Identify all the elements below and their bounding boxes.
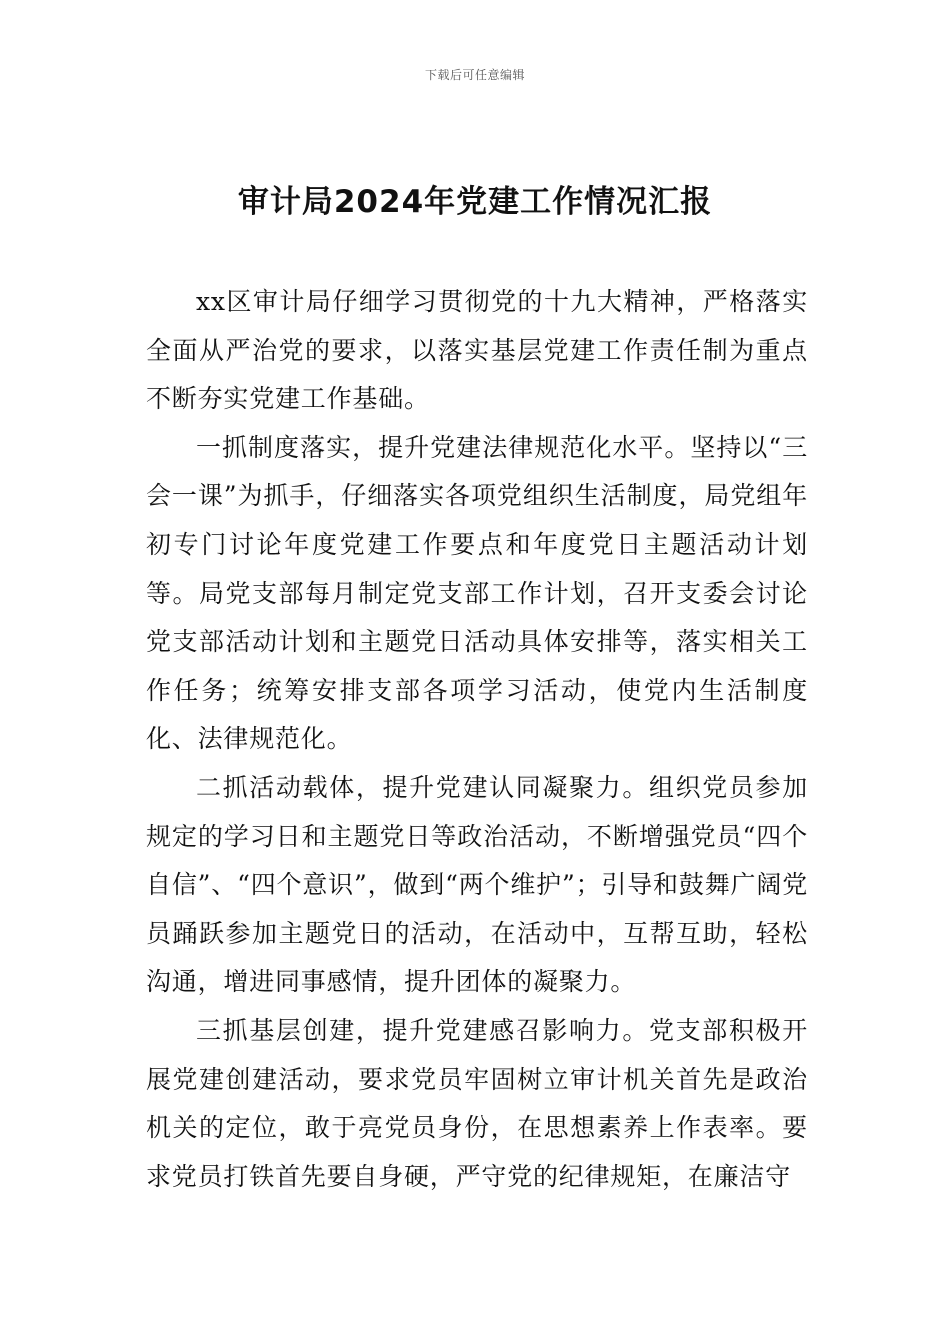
header-note: 下载后可任意编辑 xyxy=(424,68,525,82)
paragraph-grassroots-creation: 三抓基层创建，提升党建感召影响力。党支部积极开展党建创建活动，要求党员牢固树立审计机关首先是政治机关的定位，敢于亮党员身份，在思想素养上作表率。要求党员打铁首先要自身硬，严守党的纪律规矩，在廉洁守 xyxy=(146,1015,808,1191)
paragraph-activity-carrier: 二抓活动载体，提升党建认同凝聚力。组织党员参加规定的学习日和主题党日等政治活动，不断增强党员“四个自信”、“四个意识”，做到“两个维护”；引导和鼓舞广阔党员踊跃参加主题党日的活动，在活动中，互帮互助，轻松沟通，增进同事感情，提升团体的凝聚力。 xyxy=(146,772,808,997)
paragraph-intro: xx区审计局仔细学习贯彻党的十九大精神，严格落实全面从严治党的要求，以落实基层党建工作责任制为重点不断夯实党建工作基础。 xyxy=(146,287,808,414)
document-body xyxy=(146,278,808,1201)
document-title: 审计局2024年党建工作情况汇报 xyxy=(237,184,713,220)
paragraph-system-implementation: 一抓制度落实，提升党建法律规范化水平。坚持以“三会一课”为抓手，仔细落实各项党组织生活制度，局党组年初专门讨论年度党建工作要点和年度党日主题活动计划等。局党支部每月制定党支部工作计划，召开支委会讨论党支部活动计划和主题党日活动具体安排等，落实相关工作任务；统筹安排支部各项学习活动，使党内生活制度化、法律规范化。 xyxy=(146,432,808,754)
